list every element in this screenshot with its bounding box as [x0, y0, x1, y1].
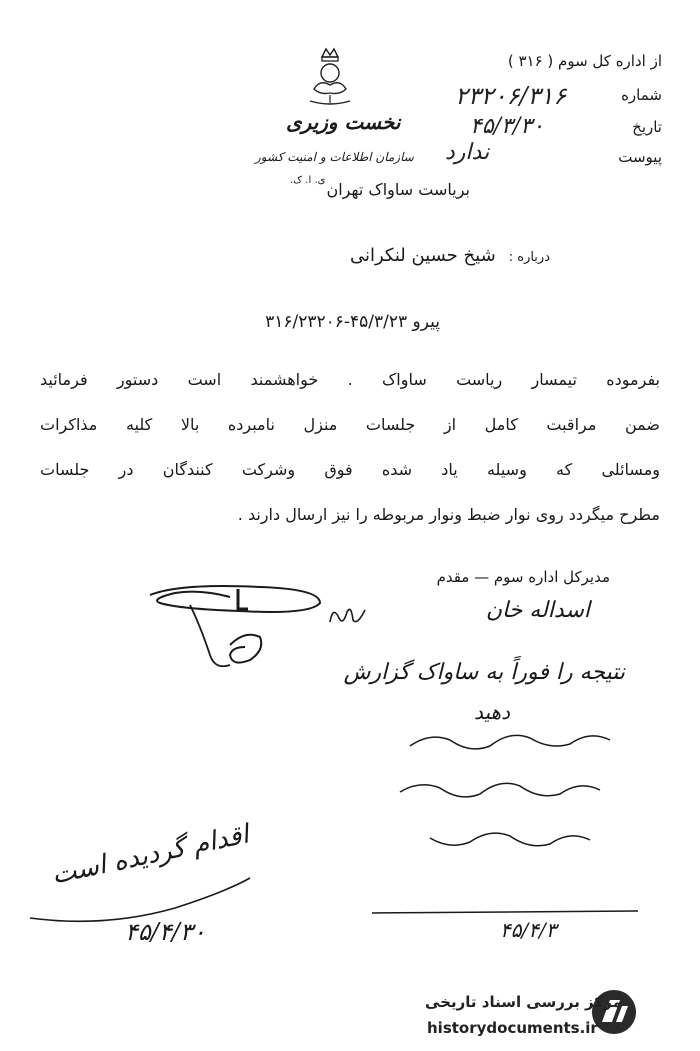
handwritten-scribble-icon	[370, 720, 630, 890]
handwritten-date-right: ۴۵/۴/۳	[500, 918, 557, 942]
handwritten-annotation-line: اسداله خان	[485, 598, 590, 623]
signature-title: مدیرکل اداره سوم — مقدم	[436, 568, 610, 586]
subject-label: درباره :	[508, 250, 550, 265]
subject-value: شیخ حسین لنکرانی	[349, 245, 496, 266]
recipient: بریاست ساواک تهران	[326, 180, 470, 199]
header-date-value: ۴۵/۳/۳۰	[470, 114, 544, 139]
archive-url: historydocuments.ir	[427, 1019, 598, 1037]
lion-and-sun-emblem-icon	[300, 45, 360, 110]
header-attachment-value: ندارد	[445, 140, 490, 165]
header-from-label: از اداره کل سوم	[558, 52, 662, 70]
subject-line	[350, 245, 550, 266]
header-from	[508, 52, 662, 70]
body-line: ومسائلی که وسیله یاد شده فوق وشرکت کنندگان در جلسات	[40, 460, 660, 479]
body-line: مطرح میگردد روی نوار ضبط ونوار مربوطه را نیز ارسال دارند .	[237, 505, 660, 524]
letterhead-organization: سازمان اطلاعات و امنیت کشور	[255, 150, 414, 164]
header-number-value: ۲۳۲۰۶/۳۱۶	[455, 82, 567, 110]
header-date	[632, 118, 662, 136]
underline-stroke-icon	[370, 905, 640, 917]
letter-body	[40, 365, 660, 545]
initials-scribble-icon	[325, 600, 370, 630]
letterhead-code: ی. ا. ک.	[290, 175, 326, 186]
signature-scribble-icon	[120, 575, 370, 685]
archive-name: مرکز بررسی اسناد تاریخی	[425, 993, 622, 1011]
handwritten-annotation-line: نتیجه را فوراً به ساواک گزارش	[343, 660, 625, 685]
header-attachment-label: پیوست	[618, 148, 662, 166]
handwritten-date-left: ۴۵/۴/۳۰	[125, 918, 206, 946]
header-attachment	[618, 148, 662, 166]
handwritten-annotation-left: اقدام گردیده است	[49, 819, 252, 891]
header-number	[621, 86, 662, 104]
body-line: بفرموده تیمسار ریاست ساواک . خواهشمند است دستور فرمائید	[40, 370, 660, 389]
header-from-code: ( ۳۱۶ )	[507, 52, 554, 70]
reference-number: پیرو ۴۵/۳/۲۳-۳۱۶/۲۳۲۰۶	[265, 312, 440, 332]
header-date-label: تاریخ	[632, 118, 662, 136]
letterhead-title: نخست وزیری	[286, 110, 401, 134]
body-line: ضمن مراقبت کامل از جلسات منزل نامبرده بالا کلیه مذاکرات	[40, 415, 660, 434]
handwritten-annotation-line: دهید	[474, 700, 510, 724]
header-number-label: شماره	[621, 86, 662, 104]
